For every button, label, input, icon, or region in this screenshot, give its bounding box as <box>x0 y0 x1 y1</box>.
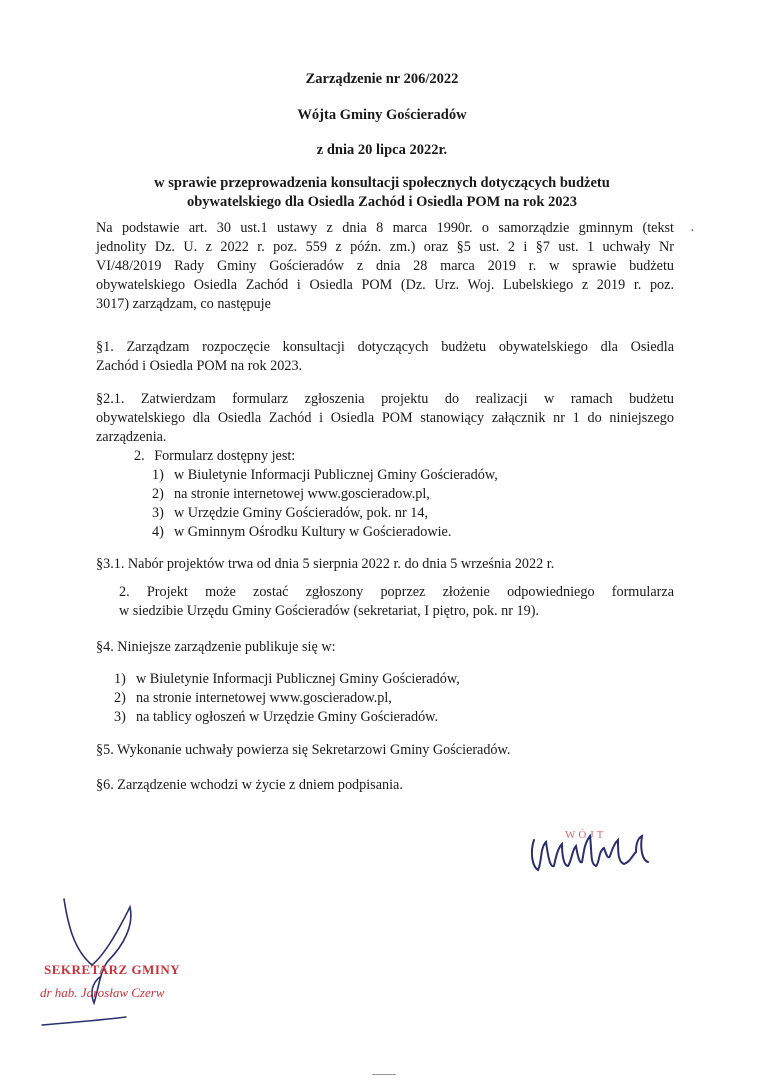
list-number: 2) <box>152 486 164 502</box>
preamble-line: VI/48/2019 Rady Gminy Gościeradów z dnia 28 marca 2019 r. w sprawie budżetu <box>96 258 674 274</box>
section-2 <box>96 390 674 447</box>
preamble <box>96 219 674 314</box>
subpoint-text: Formularz dostępny jest: <box>154 448 296 464</box>
section-5-line: §5. Wykonanie uchwały powierza się Sekretarzowi Gminy Gościeradów. <box>96 742 511 758</box>
section-2-line: obywatelskiego dla Osiedla Zachód i Osiedla POM stanowiący załącznik nr 1 do niniejszego <box>96 410 674 426</box>
list-text: na stronie internetowej www.goscieradow.pl, <box>136 690 392 706</box>
list-number: 3) <box>114 709 126 725</box>
list-number: 1) <box>152 467 164 483</box>
section-1 <box>96 338 674 376</box>
stray-mark: · <box>690 224 695 239</box>
subject-line-1: w sprawie przeprowadzenia konsultacji społecznych dotyczących budżetu <box>154 175 610 191</box>
list-text: na tablicy ogłoszeń w Urzędzie Gminy Gościeradów. <box>136 709 439 725</box>
section-6-line: §6. Zarządzenie wchodzi w życie z dniem podpisania. <box>96 777 403 793</box>
preamble-line: obywatelskiego Osiedla Zachód i Osiedla POM (Dz. Urz. Woj. Lubelskiego z 2019 r. poz. <box>96 277 674 293</box>
list-text: w Biuletynie Informacji Publicznej Gminy Gościeradów, <box>174 467 498 483</box>
section-3-subpoint-line: 2. Projekt może zostać zgłoszony poprzez złożenie odpowiedniego formularza <box>119 584 674 600</box>
preamble-line: 3017) zarządzam, co następuje <box>96 296 271 312</box>
section-3-subpoint <box>119 583 674 621</box>
subpoint-number: 2. <box>134 448 145 464</box>
list-number: 2) <box>114 690 126 706</box>
list-item <box>152 466 498 485</box>
ordinance-number: Zarządzenie nr 206/2022 <box>305 71 459 87</box>
list-item <box>152 504 428 523</box>
ordinance-date: z dnia 20 lipca 2022r. <box>316 142 448 158</box>
list-number: 4) <box>152 524 164 540</box>
section-3-subpoint-line: w siedzibie Urzędu Gminy Gościeradów (sekretariat, I piętro, pok. nr 19). <box>119 603 539 619</box>
section-1-line: §1. Zarządzam rozpoczęcie konsultacji dotyczących budżetu obywatelskiego dla Osiedla <box>96 339 674 355</box>
preamble-line: jednolity Dz. U. z 2022 r. poz. 559 z późn. zm.) oraz §5 ust. 2 i §7 ust. 1 uchwały Nr <box>96 239 674 255</box>
ordinance-authority: Wójta Gminy Gościeradów <box>297 107 467 123</box>
list-item <box>152 523 451 542</box>
footer-line <box>372 1074 396 1075</box>
secretary-stamp-title: SEKRETARZ GMINY <box>44 962 181 977</box>
wojt-stamp: WÓJT <box>565 829 607 841</box>
section-1-line: Zachód i Osiedla POM na rok 2023. <box>96 358 303 374</box>
list-item <box>152 485 430 504</box>
list-number: 1) <box>114 671 126 687</box>
section-4-line: §4. Niniejsze zarządzenie publikuje się w: <box>96 639 336 655</box>
wojt-signature <box>520 822 670 877</box>
list-item <box>114 708 438 727</box>
list-item <box>114 670 460 689</box>
list-number: 3) <box>152 505 164 521</box>
section-2-line: §2.1. Zatwierdzam formularz zgłoszenia projektu do realizacji w ramach budżetu <box>96 391 674 407</box>
list-item <box>114 689 392 708</box>
list-text: w Urzędzie Gminy Gościeradów, pok. nr 14, <box>174 505 428 521</box>
section-2-line: zarządzenia. <box>96 429 167 445</box>
list-text: w Gminnym Ośrodku Kultury w Gościeradowie. <box>174 524 452 540</box>
section-3-line: §3.1. Nabór projektów trwa od dnia 5 sierpnia 2022 r. do dnia 5 września 2022 r. <box>96 556 555 572</box>
subject-line-2: obywatelskiego dla Osiedla Zachód i Osiedla POM na rok 2023 <box>186 194 578 210</box>
list-text: w Biuletynie Informacji Publicznej Gminy Gościeradów, <box>136 671 460 687</box>
section-2-subpoint <box>134 447 295 466</box>
list-text: na stronie internetowej www.goscieradow.pl, <box>174 486 430 502</box>
preamble-line: Na podstawie art. 30 ust.1 ustawy z dnia 8 marca 1990r. o samorządzie gminnym (tekst <box>96 220 674 236</box>
secretary-stamp-name: dr hab. Jarosław Czerw <box>40 985 165 1000</box>
